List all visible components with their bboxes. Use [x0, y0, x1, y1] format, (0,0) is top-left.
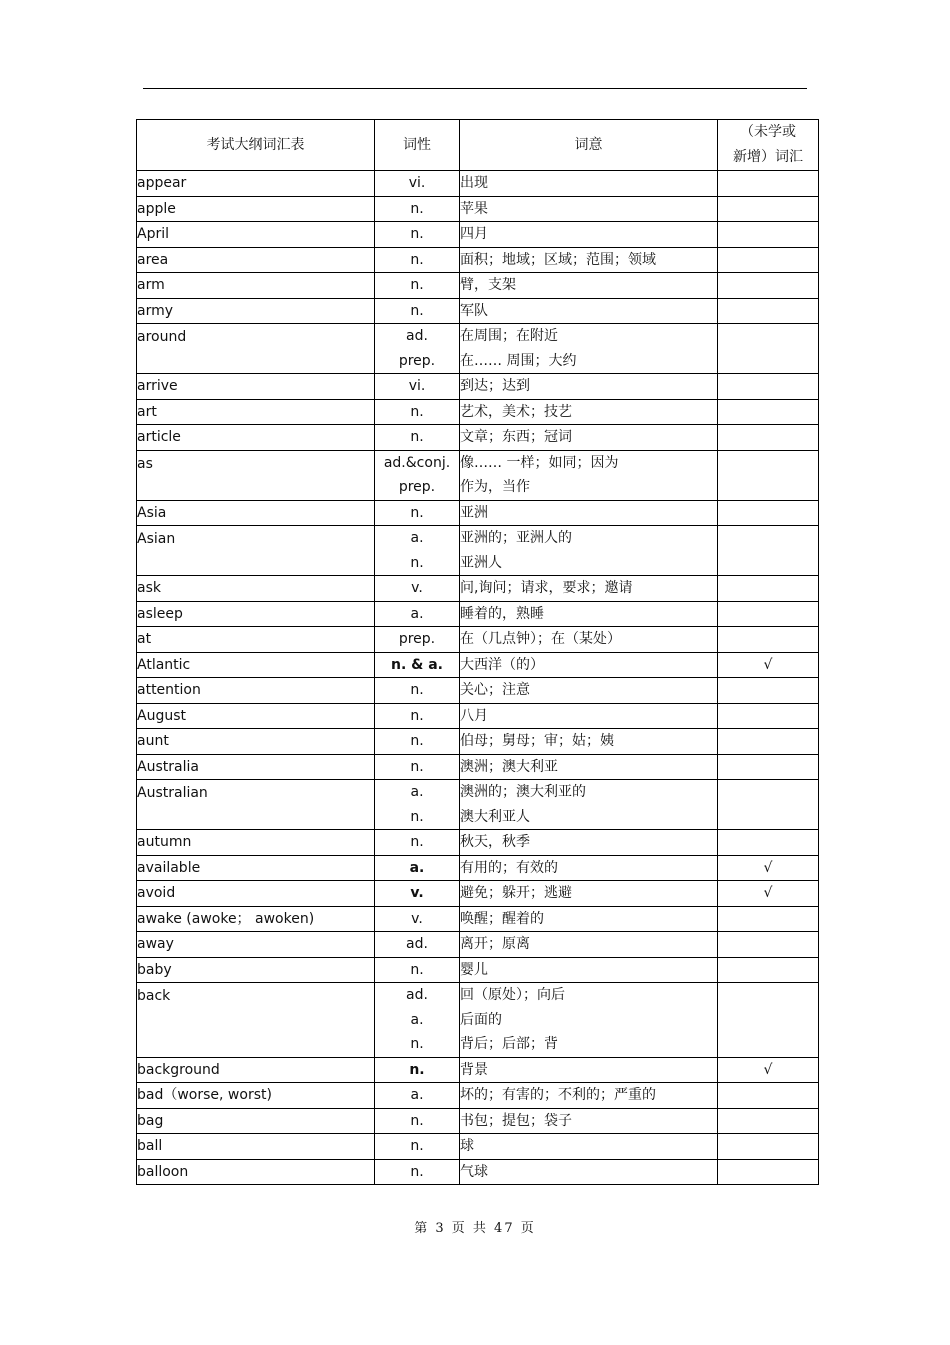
pos-text: n. [410, 961, 424, 978]
word-text: article [137, 429, 181, 445]
pos-cell [375, 652, 460, 678]
header-new-vocab [718, 120, 819, 171]
meaning-cell [460, 222, 718, 248]
pos-text: n. [410, 682, 424, 698]
table-row [137, 1108, 819, 1134]
meaning-cell [460, 374, 718, 400]
pos-cell [375, 983, 460, 1058]
word-cell [137, 906, 375, 932]
new-vocab-mark [718, 247, 819, 273]
meaning-text: 面积；地域；区域；范围；领域 [460, 251, 656, 268]
pos-text: n. [410, 226, 424, 242]
word-cell [137, 627, 375, 653]
new-vocab-mark [718, 1057, 819, 1083]
pos-cell [375, 247, 460, 273]
checkmark-text: √ [763, 656, 773, 673]
meaning-text: 伯母；舅母；审；姑；姨 [460, 733, 614, 749]
word-cell [137, 1108, 375, 1134]
pos-cell [375, 1108, 460, 1134]
pos-cell [375, 830, 460, 856]
meaning-text: 问,询问；请求，要求；邀请 [460, 580, 633, 596]
word-cell [137, 729, 375, 755]
meaning-cell [460, 298, 718, 324]
meaning-cell [460, 247, 718, 273]
new-vocab-mark [718, 652, 819, 678]
pos-cell [375, 601, 460, 627]
table-row [137, 627, 819, 653]
new-vocab-mark [718, 906, 819, 932]
new-vocab-mark [718, 576, 819, 602]
pos-text: n. [410, 758, 424, 775]
meaning-cell [460, 1134, 718, 1160]
meaning-cell [460, 425, 718, 451]
meaning-cell [460, 830, 718, 856]
word-text: awake (awoke； awoken) [137, 910, 315, 927]
pos-text: vi. [408, 175, 426, 191]
pos-cell [375, 780, 460, 830]
pos-text: n. [410, 251, 424, 268]
meaning-cell [460, 983, 718, 1058]
pos-text: v. [410, 885, 424, 901]
word-cell [137, 601, 375, 627]
pos-cell [375, 627, 460, 653]
meaning-text: 背景 [460, 1061, 488, 1078]
meaning-cell [460, 171, 718, 197]
meaning-text: 关心；注意 [460, 682, 530, 698]
word-cell [137, 932, 375, 958]
page-footer: 第 3 页 共 47 页 [414, 1221, 536, 1236]
meaning-text: 四月 [460, 226, 488, 242]
word-text: asleep [137, 605, 183, 622]
pos-text: n. [410, 733, 424, 749]
meaning-text: 文章；东西；冠词 [460, 429, 572, 445]
pos-cell [375, 222, 460, 248]
table-row [137, 957, 819, 983]
new-vocab-mark [718, 780, 819, 830]
word-text: background [137, 1061, 220, 1078]
meaning-cell [460, 526, 718, 576]
table-header-row [137, 120, 819, 171]
pos-text: ad. [406, 987, 428, 1003]
pos-cell [375, 1083, 460, 1109]
meaning-text: 球 [460, 1138, 474, 1154]
checkmark-text: √ [763, 885, 773, 901]
meaning-cell [460, 932, 718, 958]
word-cell [137, 1083, 375, 1109]
meaning-text: 秋天，秋季 [460, 834, 530, 850]
table-row [137, 678, 819, 704]
word-text: Australian [137, 785, 208, 801]
word-text: baby [137, 961, 172, 978]
pos-text: a. [410, 530, 424, 546]
meaning-cell [460, 196, 718, 222]
meaning-cell [460, 324, 718, 374]
pos-text: ad. [406, 936, 428, 952]
meaning-text: 到达；达到 [460, 378, 530, 394]
meaning-text: 八月 [460, 707, 488, 724]
pos-text: n. & a. [390, 656, 443, 673]
word-cell [137, 526, 375, 576]
meaning-cell [460, 1083, 718, 1109]
meaning-cell [460, 399, 718, 425]
word-text: Atlantic [137, 656, 191, 673]
meaning-text: 避免；躲开；逃避 [460, 885, 572, 901]
pos-cell [375, 881, 460, 907]
table-row [137, 830, 819, 856]
meaning-cell [460, 652, 718, 678]
word-cell [137, 399, 375, 425]
checkmark-text: √ [763, 1061, 773, 1078]
meaning-cell [460, 678, 718, 704]
new-vocab-mark [718, 754, 819, 780]
pos-text: n. [410, 429, 424, 445]
meaning-text: 亚洲的；亚洲人的 [460, 530, 572, 546]
meaning-text: 澳洲；澳大利亚 [460, 758, 558, 775]
new-vocab-mark [718, 957, 819, 983]
pos-cell [375, 196, 460, 222]
pos-text: n. [410, 554, 424, 571]
pos-cell [375, 399, 460, 425]
word-cell [137, 500, 375, 526]
new-vocab-mark [718, 983, 819, 1058]
word-cell [137, 1057, 375, 1083]
meaning-text: 作为，当作 [460, 479, 530, 495]
pos-cell [375, 1057, 460, 1083]
new-vocab-mark [718, 500, 819, 526]
word-cell [137, 703, 375, 729]
word-cell [137, 957, 375, 983]
new-vocab-mark [718, 703, 819, 729]
table-row [137, 780, 819, 830]
header-word: 考试大纲词汇表 [137, 120, 375, 171]
header-new-line2: 新增）词汇 [733, 149, 803, 165]
pos-text: a. [409, 859, 425, 876]
word-cell [137, 425, 375, 451]
new-vocab-mark [718, 222, 819, 248]
pos-cell [375, 932, 460, 958]
meaning-text: 背后；后部；背 [460, 1036, 558, 1052]
pos-cell [375, 729, 460, 755]
header-meaning: 词意 [460, 120, 718, 171]
word-cell [137, 324, 375, 374]
word-text: available [137, 859, 201, 876]
word-text: art [137, 403, 157, 420]
new-vocab-mark [718, 526, 819, 576]
meaning-cell [460, 703, 718, 729]
word-cell [137, 374, 375, 400]
word-text: August [137, 707, 186, 724]
new-vocab-mark [718, 855, 819, 881]
table-row [137, 324, 819, 374]
word-cell [137, 222, 375, 248]
word-text: appear [137, 175, 187, 191]
header-new-line1: （未学或 [740, 124, 796, 140]
meaning-cell [460, 855, 718, 881]
meaning-cell [460, 780, 718, 830]
table-row [137, 1057, 819, 1083]
pos-text: a. [410, 1087, 424, 1103]
word-text: ball [137, 1138, 163, 1154]
new-vocab-mark [718, 601, 819, 627]
new-vocab-mark [718, 678, 819, 704]
meaning-cell [460, 957, 718, 983]
meaning-text: 出现 [460, 175, 488, 191]
word-cell [137, 678, 375, 704]
table-row [137, 196, 819, 222]
word-text: away [137, 936, 174, 952]
table-row [137, 881, 819, 907]
pos-cell [375, 957, 460, 983]
meaning-text: 婴儿 [460, 961, 488, 978]
pos-text: n. [410, 302, 424, 319]
header-pos: 词性 [375, 120, 460, 171]
table-row [137, 526, 819, 576]
word-cell [137, 652, 375, 678]
meaning-cell [460, 627, 718, 653]
word-text: area [137, 251, 169, 268]
word-text: apple [137, 200, 176, 217]
word-text: attention [137, 682, 201, 698]
pos-text: n. [410, 1163, 424, 1180]
word-text: army [137, 302, 174, 319]
new-vocab-mark [718, 1159, 819, 1185]
word-cell [137, 171, 375, 197]
pos-cell [375, 324, 460, 374]
pos-cell [375, 374, 460, 400]
new-vocab-mark [718, 324, 819, 374]
new-vocab-mark [718, 399, 819, 425]
pos-cell [375, 576, 460, 602]
meaning-text: 在（几点钟）；在（某处） [460, 631, 621, 647]
pos-cell [375, 526, 460, 576]
meaning-text: 坏的；有害的；不利的；严重的 [460, 1087, 656, 1103]
meaning-text: 苹果 [460, 200, 488, 217]
word-text: back [137, 988, 171, 1004]
meaning-text: 亚洲 [460, 504, 488, 521]
pos-text: n. [410, 808, 424, 825]
word-cell [137, 273, 375, 299]
new-vocab-mark [718, 196, 819, 222]
word-text: aunt [137, 733, 169, 749]
new-vocab-mark [718, 830, 819, 856]
meaning-text: 军队 [460, 302, 488, 319]
meaning-text: 像…… 一样；如同；因为 [460, 454, 619, 471]
table-body [137, 171, 819, 1185]
word-cell [137, 754, 375, 780]
pos-text: n. [410, 504, 424, 521]
vocabulary-table [136, 119, 819, 1185]
meaning-text: 在…… 周围；大约 [460, 352, 577, 369]
meaning-cell [460, 754, 718, 780]
meaning-cell [460, 729, 718, 755]
meaning-text: 艺术，美术；技艺 [460, 403, 572, 420]
pos-text: prep. [398, 479, 436, 495]
new-vocab-mark [718, 450, 819, 500]
pos-text: ad. [406, 328, 428, 344]
meaning-cell [460, 576, 718, 602]
word-text: at [137, 631, 152, 647]
meaning-text: 气球 [460, 1163, 488, 1180]
pos-text: n. [410, 1138, 424, 1154]
table-row [137, 273, 819, 299]
new-vocab-mark [718, 627, 819, 653]
pos-text: vi. [408, 378, 426, 394]
new-vocab-mark [718, 1134, 819, 1160]
meaning-text: 大西洋（的） [460, 656, 544, 673]
table-row [137, 1134, 819, 1160]
meaning-cell [460, 500, 718, 526]
new-vocab-mark [718, 171, 819, 197]
word-cell [137, 196, 375, 222]
pos-cell [375, 754, 460, 780]
table-row [137, 652, 819, 678]
table-row [137, 222, 819, 248]
word-cell [137, 1159, 375, 1185]
table-row [137, 450, 819, 500]
word-cell [137, 1134, 375, 1160]
meaning-cell [460, 1159, 718, 1185]
meaning-text: 在周围；在附近 [460, 328, 558, 344]
new-vocab-mark [718, 425, 819, 451]
word-text: as [137, 455, 153, 472]
meaning-cell [460, 601, 718, 627]
word-cell [137, 983, 375, 1058]
word-text: arrive [137, 378, 178, 394]
word-text: April [137, 226, 169, 242]
new-vocab-mark [718, 298, 819, 324]
meaning-text: 后面的 [460, 1011, 502, 1028]
word-text: ask [137, 580, 161, 596]
pos-text: n. [410, 403, 424, 420]
pos-cell [375, 500, 460, 526]
new-vocab-mark [718, 881, 819, 907]
meaning-text: 臂，支架 [460, 277, 516, 293]
meaning-cell [460, 906, 718, 932]
word-text: Asian [137, 531, 176, 547]
word-cell [137, 450, 375, 500]
new-vocab-mark [718, 1108, 819, 1134]
pos-cell [375, 678, 460, 704]
table-row [137, 983, 819, 1058]
word-cell [137, 855, 375, 881]
pos-text: v. [411, 580, 423, 596]
word-cell [137, 576, 375, 602]
table-row [137, 399, 819, 425]
table-row [137, 1159, 819, 1185]
table-row [137, 374, 819, 400]
meaning-text: 亚洲人 [460, 554, 502, 571]
word-text: Asia [137, 504, 167, 521]
meaning-cell [460, 273, 718, 299]
word-cell [137, 830, 375, 856]
meaning-cell [460, 1057, 718, 1083]
new-vocab-mark [718, 273, 819, 299]
meaning-text: 唤醒；醒着的 [460, 910, 544, 927]
new-vocab-mark [718, 729, 819, 755]
meaning-text: 睡着的，熟睡 [460, 605, 544, 622]
table-row [137, 932, 819, 958]
pos-text: prep. [398, 352, 436, 369]
pos-cell [375, 273, 460, 299]
word-text: Australia [137, 758, 199, 775]
pos-text: n. [409, 1061, 425, 1078]
word-text: balloon [137, 1163, 189, 1180]
checkmark-text: √ [763, 859, 773, 876]
pos-cell [375, 450, 460, 500]
meaning-text: 离开；原离 [460, 936, 530, 952]
table-row [137, 247, 819, 273]
meaning-text: 有用的；有效的 [460, 859, 558, 876]
table-row [137, 1083, 819, 1109]
table-row [137, 855, 819, 881]
table-row [137, 425, 819, 451]
pos-cell [375, 1134, 460, 1160]
word-text: arm [137, 277, 165, 293]
table-row [137, 298, 819, 324]
meaning-cell [460, 881, 718, 907]
pos-text: n. [410, 834, 424, 850]
table-row [137, 576, 819, 602]
pos-text: n. [410, 1036, 424, 1052]
word-cell [137, 881, 375, 907]
table-row [137, 703, 819, 729]
word-text: autumn [137, 834, 192, 850]
new-vocab-mark [718, 932, 819, 958]
table-row [137, 500, 819, 526]
pos-text: ad.&conj. [383, 454, 451, 471]
pos-cell [375, 298, 460, 324]
header-rule [143, 88, 807, 89]
word-text: avoid [137, 885, 176, 901]
pos-cell [375, 1159, 460, 1185]
meaning-text: 澳大利亚人 [460, 808, 530, 825]
word-cell [137, 247, 375, 273]
pos-text: n. [410, 1112, 424, 1129]
word-text: bad（worse, worst) [137, 1087, 272, 1103]
new-vocab-mark [718, 374, 819, 400]
meaning-text: 回（原处）；向后 [460, 987, 565, 1003]
new-vocab-mark [718, 1083, 819, 1109]
word-text: bag [137, 1112, 164, 1129]
meaning-cell [460, 1108, 718, 1134]
pos-cell [375, 855, 460, 881]
table-row [137, 171, 819, 197]
word-cell [137, 780, 375, 830]
pos-text: a. [410, 1011, 424, 1028]
meaning-cell [460, 450, 718, 500]
meaning-text: 澳洲的；澳大利亚的 [460, 784, 586, 800]
pos-text: n. [410, 707, 424, 724]
pos-text: v. [411, 910, 423, 927]
pos-text: a. [410, 784, 424, 800]
word-text: around [137, 329, 187, 345]
pos-cell [375, 425, 460, 451]
table-row [137, 754, 819, 780]
meaning-text: 书包；提包；袋子 [460, 1112, 572, 1129]
table-row [137, 906, 819, 932]
table-row [137, 601, 819, 627]
pos-text: prep. [398, 631, 436, 647]
pos-text: n. [410, 277, 424, 293]
pos-cell [375, 703, 460, 729]
word-cell [137, 298, 375, 324]
pos-text: n. [410, 200, 424, 217]
table-row [137, 729, 819, 755]
pos-cell [375, 171, 460, 197]
pos-text: a. [410, 605, 424, 622]
pos-cell [375, 906, 460, 932]
